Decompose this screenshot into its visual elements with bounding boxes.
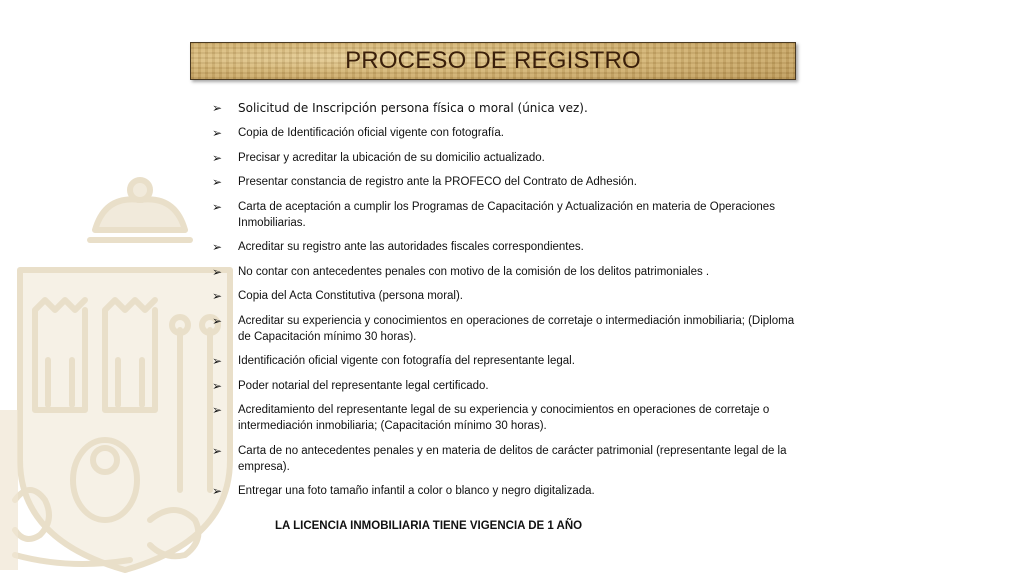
list-item-text: No contar con antecedentes penales con motivo de la comisión de los delitos patrimoniales . [238, 265, 710, 278]
list-item [212, 443, 802, 475]
list-item-text: Entregar una foto tamaño infantil a color o blanco y negro digitalizada. [238, 485, 595, 497]
list-item [212, 288, 802, 304]
list-item-text: Carta de aceptación a cumplir los Programas de Capacitación y Actualización en materia de Operaciones Inmobiliarias. [238, 200, 775, 229]
list-item [212, 353, 802, 369]
coat-of-arms-icon [0, 160, 240, 576]
list-item [212, 100, 802, 116]
arrow-bullet-icon: ➢ [212, 240, 223, 254]
arrow-bullet-icon: ➢ [212, 313, 223, 328]
list-item-text: Copia del Acta Constitutiva (persona moral). [238, 290, 463, 302]
list-item-text: Presentar constancia de registro ante la PROFECO del Contrato de Adhesión. [238, 176, 637, 188]
list-item [212, 199, 802, 231]
list-item-text: Identificación oficial vigente con fotografía del representante legal. [238, 355, 575, 367]
list-item [212, 402, 802, 434]
list-item [212, 150, 802, 166]
arrow-bullet-icon: ➢ [212, 101, 223, 115]
page-title: PROCESO DE REGISTRO [345, 47, 641, 74]
arrow-bullet-icon: ➢ [212, 264, 223, 279]
list-item-text: Acreditar su registro ante las autoridades fiscales correspondientes. [238, 241, 584, 253]
list-item [212, 313, 802, 345]
list-item [212, 264, 802, 280]
list-item-text: Acreditamiento del representante legal de su experiencia y conocimientos en operaciones de corretaje o intermediación inmobiliaria; (Capacitación mínimo 30 horas). [238, 404, 770, 432]
list-item-text: Copia de Identificación oficial vigente con fotografía. [238, 127, 504, 139]
arrow-bullet-icon: ➢ [212, 199, 223, 214]
arrow-bullet-icon: ➢ [212, 289, 223, 303]
list-item [212, 378, 802, 394]
arrow-bullet-icon: ➢ [212, 126, 223, 140]
list-item [212, 125, 802, 141]
arrow-bullet-icon: ➢ [212, 484, 223, 498]
list-item-text: Acreditar su experiencia y conocimientos en operaciones de corretaje o intermediación inmobiliaria; (Diploma de Capacitación mínimo 30 horas). [238, 314, 795, 343]
list-item-text: Poder notarial del representante legal certificado. [238, 379, 489, 392]
license-validity-note: LA LICENCIA INMOBILIARIA TIENE VIGENCIA DE 1 AÑO [275, 520, 583, 532]
arrow-bullet-icon: ➢ [212, 150, 223, 165]
list-item [212, 174, 802, 190]
list-item [212, 483, 802, 499]
arrow-bullet-icon: ➢ [212, 354, 223, 368]
arrow-bullet-icon: ➢ [212, 378, 223, 393]
list-item-text: Carta de no antecedentes penales y en materia de delitos de carácter patrimonial (representante legal de la empresa). [238, 444, 787, 473]
arrow-bullet-icon: ➢ [212, 403, 223, 417]
list-item [212, 239, 802, 255]
list-item-text: Precisar y acreditar la ubicación de su domicilio actualizado. [238, 151, 545, 164]
list-item-text: Solicitud de Inscripción persona física o moral (única vez). [238, 101, 588, 115]
title-banner [190, 42, 796, 80]
arrow-bullet-icon: ➢ [212, 443, 223, 458]
arrow-bullet-icon: ➢ [212, 175, 223, 189]
requirements-list [212, 100, 802, 508]
